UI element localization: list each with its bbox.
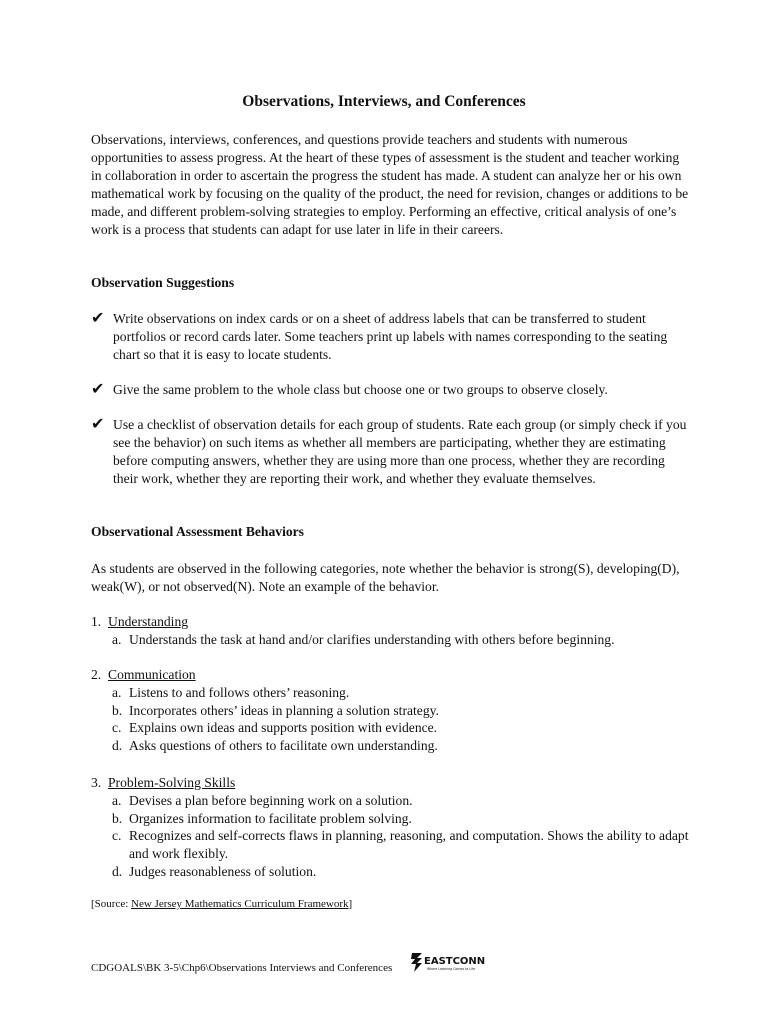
item-text: Incorporates others’ ideas in planning a solution strategy.	[129, 702, 439, 718]
behavior-item	[91, 719, 691, 737]
item-text: Asks questions of others to facilitate own understanding.	[129, 738, 438, 754]
footer-path: CDGOALS\BK 3-5\Chp6\Observations Interviews and Conferences	[91, 962, 393, 974]
behaviors-heading: Observational Assessment Behaviors	[91, 524, 304, 539]
item-letter: d.	[112, 738, 123, 754]
source-close: ]	[348, 898, 353, 910]
item-text: Explains own ideas and supports position with evidence.	[129, 720, 438, 736]
source-open: [Source:	[91, 898, 132, 910]
source-citation	[91, 898, 352, 910]
section-number: 1.	[91, 614, 102, 629]
item-text: Understands the task at hand and/or clarifies understanding with others before beginning.	[129, 631, 615, 647]
item-text: Devises a plan before beginning work on a solution.	[129, 792, 413, 808]
behavior-section-problem-solving	[91, 774, 691, 881]
observation-suggestions-heading: Observation Suggestions	[91, 275, 235, 290]
item-text: Judges reasonableness of solution.	[129, 863, 317, 879]
behavior-item	[91, 702, 691, 720]
suggestion-text: Give the same problem to the whole class but choose one or two groups to observe closely.	[113, 382, 608, 397]
suggestion-text: Use a checklist of observation details for each group of students. Rate each group (or simply check if you see the behavior) on such items as whether all members are participating, whether they are estimating before computing answers, whether they are using more than one process, whether they are recording their work, whether they are reporting their work, and whether they evaluate themselves.	[113, 417, 687, 486]
behavior-section-communication	[91, 666, 691, 755]
item-letter: b.	[112, 810, 123, 826]
behavior-item	[91, 684, 691, 702]
section-heading	[91, 774, 691, 792]
behavior-item	[91, 792, 691, 810]
suggestion-item	[91, 381, 691, 399]
section-heading	[91, 666, 691, 684]
eastconn-logo	[408, 950, 488, 976]
section-number: 2.	[91, 667, 102, 682]
item-letter: a.	[112, 684, 122, 700]
section-number: 3.	[91, 775, 102, 790]
behavior-item	[91, 863, 691, 881]
behavior-section-understanding	[91, 613, 691, 649]
logo-tagline: Where Learning Comes to Life	[427, 967, 476, 971]
behavior-item	[91, 810, 691, 828]
document-title: Observations, Interviews, and Conferences	[242, 93, 526, 110]
suggestion-text: Write observations on index cards or on a sheet of address labels that can be transferred to student portfolios or record cards later. Some teachers print up labels with names corresponding to the seating chart so that it is easy to locate students.	[113, 311, 668, 362]
intro-paragraph: Observations, interviews, conferences, and questions provide teachers and students with numerous opportunities to assess progress. At the heart of these types of assessment is the student and teacher working in collaboration in order to ascertain the progress the student has made. A student can analyze her or his own mathematical work by focusing on the quality of the product, the need for revision, changes or additions to be made, and different problem-solving strategies to employ. Performing an effective, critical analysis of one’s work is a process that students can adapt for use later in life in their careers.	[91, 132, 689, 237]
logo-wordmark: EASTCONN	[424, 956, 486, 967]
item-letter: a.	[112, 631, 122, 647]
behavior-item	[91, 737, 691, 755]
checkmark-icon: ✔	[91, 379, 105, 398]
item-letter: d.	[112, 863, 123, 879]
checkmark-icon: ✔	[91, 308, 105, 327]
section-name: Communication	[108, 667, 196, 682]
source-reference: New Jersey Mathematics Curriculum Framework	[131, 898, 349, 910]
section-name: Problem-Solving Skills	[108, 775, 236, 790]
section-name: Understanding	[108, 614, 189, 629]
item-letter: a.	[112, 792, 122, 808]
behavior-item	[91, 827, 691, 863]
suggestion-item	[91, 416, 691, 488]
item-text: Recognizes and self-corrects flaws in planning, reasoning, and computation. Shows the ability to adapt and work flexibly.	[129, 828, 689, 862]
behaviors-note: As students are observed in the following categories, note whether the behavior is strong(S), developing(D), weak(W), or not observed(N). Note an example of the behavior.	[91, 561, 680, 594]
item-text: Listens to and follows others’ reasoning.	[129, 684, 350, 700]
item-letter: c.	[112, 720, 122, 736]
item-letter: c.	[112, 828, 122, 844]
checkmark-icon: ✔	[91, 414, 105, 433]
item-text: Organizes information to facilitate problem solving.	[129, 810, 412, 826]
suggestion-item	[91, 310, 691, 364]
section-heading	[91, 613, 691, 631]
item-letter: b.	[112, 702, 123, 718]
behavior-item	[91, 631, 691, 649]
